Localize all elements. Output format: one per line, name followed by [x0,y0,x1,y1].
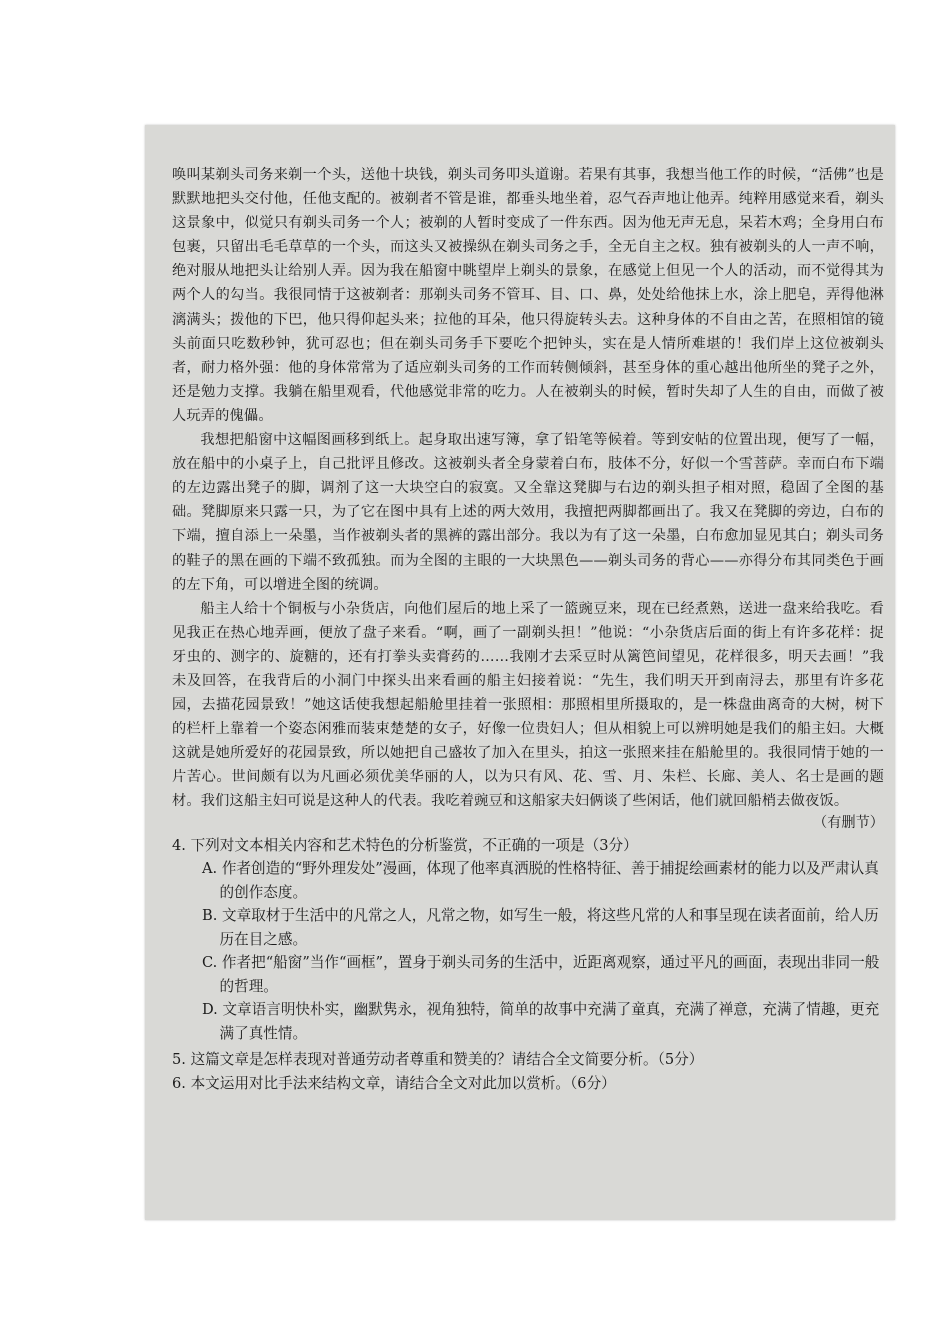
question-4-option-c: C. 作者把“船窗”当作“画框”，置身于剃头司务的生活中，近距离观察，通过平凡的画面，表现出非同一般的哲理。 [202,954,880,995]
page-content [172,163,884,1095]
passage-paragraph-3: 船主人给十个铜板与小杂货店，向他们屋后的地上采了一篮豌豆来，现在已经煮熟，送进一盘来给我吃。看见我正在热心地弄画，便放了盘子来看。“啊，画了一副剃头担！”他说：“小杂货店后面的街上有许多花样：捉牙虫的、测字的、旋糖的，还有打拳头卖膏药的……我刚才去采豆时从篱笆间望见，花样很多，明天去画！”我未及回答，在我背后的小洞门中探头出来看画的船主妇接着说：“先生，我们明天开到南浔去，那里有许多花园，去描花园景致！”她这话使我想起船舱里挂着一张照相：那照相里所摄取的，是一株盘曲离奇的大树，树下的栏杆上靠着一个姿态闲雅而装束楚楚的女子，好像一位贵妇人；但从相貌上可以辨明她是我们的船主妇。大概这就是她所爱好的花园景致，所以她把自己盛妆了加入在里头，拍这一张照来挂在船舱里的。我很同情于她的一片苦心。世间颇有以为凡画必须优美华丽的人，以为只有风、花、雪、月、朱栏、长廊、美人、名士是画的题材。我们这船主妇可说是这种人的代表。我吃着豌豆和这船家夫妇俩谈了些闲话，他们就回船梢去做夜饭。 [172,600,884,810]
question-4-stem: 4. 下列对文本相关内容和艺术特色的分析鉴赏，不正确的一项是（3分） [172,836,638,854]
question-5-stem: 5. 这篇文章是怎样表现对普通劳动者尊重和赞美的？请结合全文简要分析。（5分） [172,1051,704,1069]
passage-paragraph-1: 唤叫某剃头司务来剃一个头，送他十块钱，剃头司务叩头道谢。若果有其事，我想当他工作的时候，“活佛”也是默默地把头交付他，任他支配的。被剃者不管是谁，都垂头地坐着，忍气吞声地让他弄。纯粹用感觉来看，剃头这景象中，似觉只有剃头司务一个人；被剃的人暂时变成了一件东西。因为他无声无息，呆若木鸡；全身用白布包裹，只留出毛毛草草的一个头，而这头又被操纵在剃头司务之手，全无自主之权。独有被剃头的人一声不响，绝对服从地把头让给别人弄。因为我在船窗中眺望岸上剃头的景象，在感觉上但见一个人的活动，而不觉得其为两个人的勾当。我很同情于这被剃者：那剃头司务不管耳、目、口、鼻，处处给他抹上水，涂上肥皂，弄得他淋漓满头；拨他的下巴，他只得仰起头来；拉他的耳朵，他只得旋转头去。这种身体的不自由之苦，在照相馆的镜头前面只吃数秒钟，犹可忍也；但在剃头司务手下要吃个把钟头，实在是人情所难堪的！我们岸上这位被剃头者，耐力格外强：他的身体常常为了适应剃头司务的工作而转侧倾斜，甚至身体的重心越出他所坐的凳子之外，还是勉力支撑。我躺在船里观看，代他感觉非常的吃力。人在被剃头的时候，暂时失却了人生的自由，而做了被人玩弄的傀儡。 [172,167,884,424]
exam-page [145,125,895,1220]
passage-paragraph-2: 我想把船窗中这幅图画移到纸上。起身取出速写簿，拿了铅笔等候着。等到安帖的位置出现，便写了一幅，放在船中的小桌子上，自己批评且修改。这被剃头者全身蒙着白布，肢体不分，好似一个雪菩萨。幸而白布下端的左边露出凳子的脚，调剂了这一大块空白的寂寞。又全靠这凳脚与右边的剃头担子相对照，稳固了全图的基础。凳脚原来只露一只，为了它在图中具有上述的两大效用，我擅把两脚都画出了。我又在凳脚的旁边，白布的下端，擅自添上一朵墨，当作被剃头者的黑裤的露出部分。我以为有了这一朵墨，白布愈加显见其白；剃头司务的鞋子的黑在画的下端不致孤独。而为全图的主眼的一大块黑色——剃头司务的背心——亦得分布其同类色于画的左下角，可以增进全图的统调。 [172,432,884,593]
question-4-option-a: A. 作者创造的“野外理发处”漫画，体现了他率真洒脱的性格特征、善于捕捉绘画素材的能力以及严肃认真的创作态度。 [202,860,879,901]
question-4-option-b: B. 文章取材于生活中的凡常之人，凡常之物，如写生一般，将这些凡常的人和事呈现在读者面前，给人历历在目之感。 [202,907,879,948]
question-6-stem: 6. 本文运用对比手法来结构文章，请结合全文对此加以赏析。（6分） [172,1074,616,1092]
abridged-note: （有删节） [813,814,884,831]
question-4-option-d: D. 文章语言明快朴实，幽默隽永，视角独特，简单的故事中充满了童真，充满了禅意，充满了情趣，更充满了真性情。 [202,1001,880,1042]
